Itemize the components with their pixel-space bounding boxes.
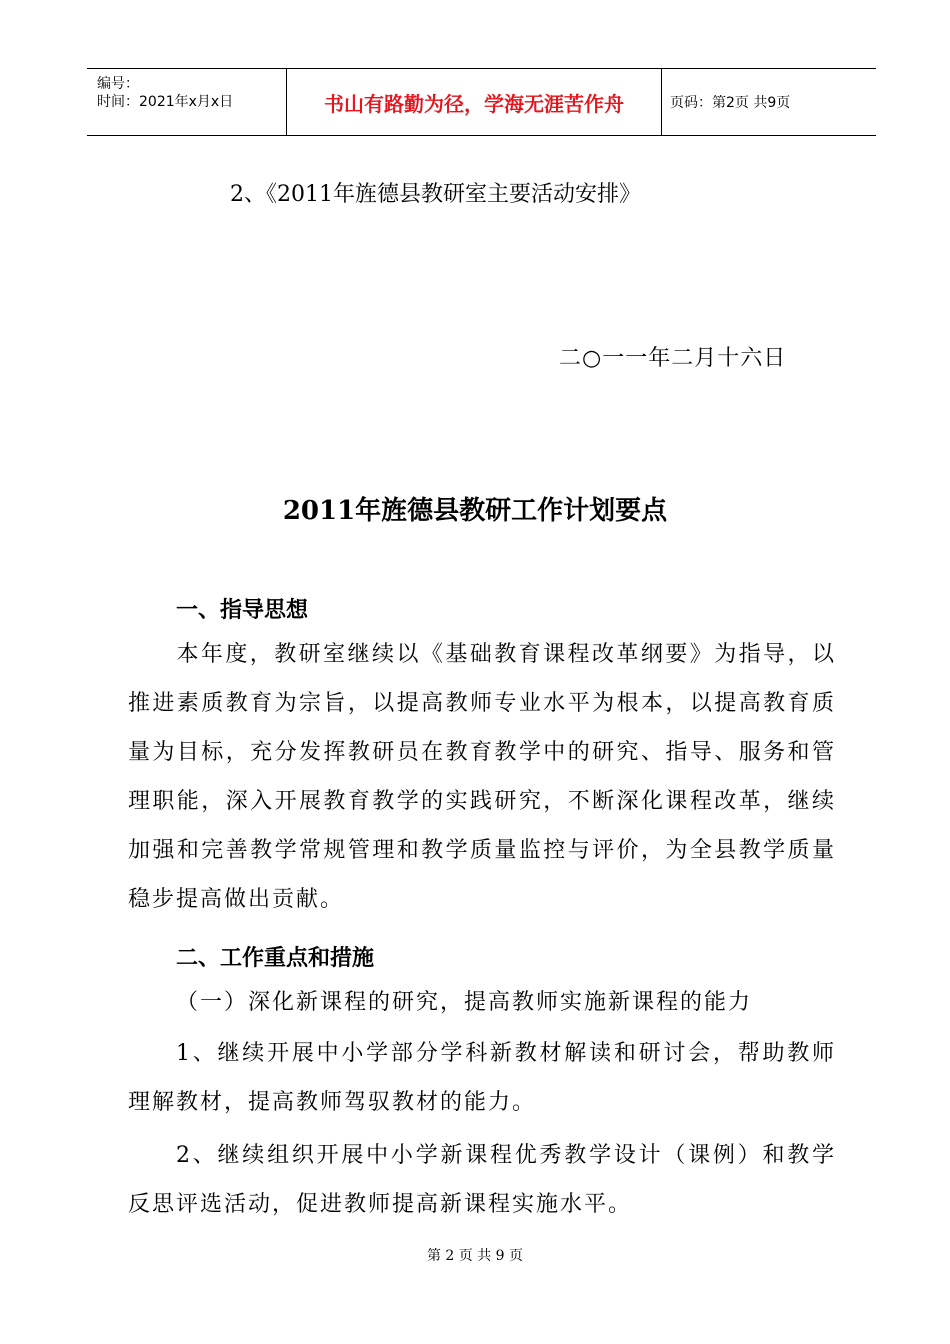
page-header	[87, 68, 876, 136]
attachment-line: 2、《2011年旌德县教研室主要活动安排》	[230, 182, 641, 207]
item-2-text: 2、继续组织开展中小学新课程优秀教学设计（课例）和教学反思评选活动，促进教师提高新课程实施水平。	[128, 1143, 836, 1217]
document-number-label: 编号：	[97, 76, 139, 92]
section-heading-priorities: 二、工作重点和措施	[176, 945, 375, 971]
section-guiding-text: 本年度，教研室继续以《基础教育课程改革纲要》为指导，以推进素质教育为宗旨，以提高教师专业水平为根本，以提高教育质量为目标，充分发挥教研员在教育教学中的研究、指导、服务和管理职能，深入开展教育教学的实践研究，不断深化课程改革，继续加强和完善教学常规管理和教学质量监控与评价，为全县教学质量稳步提高做出贡献。	[128, 642, 836, 912]
document-date: 二○一一年二月十六日	[559, 346, 787, 371]
subsection-text: （一）深化新课程的研究，提高教师实施新课程的能力	[176, 990, 753, 1015]
header-page-info: 页码：第2页 共9页	[670, 95, 791, 111]
subsection-heading	[128, 978, 836, 1027]
header-motto-cell	[287, 69, 662, 135]
section-heading-guiding: 一、指导思想	[176, 597, 309, 623]
document-title: 2011年旌德县教研工作计划要点	[282, 496, 668, 526]
header-meta-cell	[87, 69, 287, 135]
item-1	[128, 1029, 836, 1127]
section-guiding-body	[128, 630, 836, 924]
item-1-text: 1、继续开展中小学部分学科新教材解读和研讨会，帮助教师理解教材，提高教师驾驭教材的能力。	[128, 1041, 836, 1115]
header-motto: 书山有路勤为径，学海无涯苦作舟	[324, 91, 624, 116]
page-footer: 第 2 页 共 9 页	[426, 1248, 524, 1264]
item-2	[128, 1131, 836, 1229]
header-page-cell	[662, 69, 876, 135]
document-time-label: 时间：2021年x月x日	[97, 94, 234, 110]
